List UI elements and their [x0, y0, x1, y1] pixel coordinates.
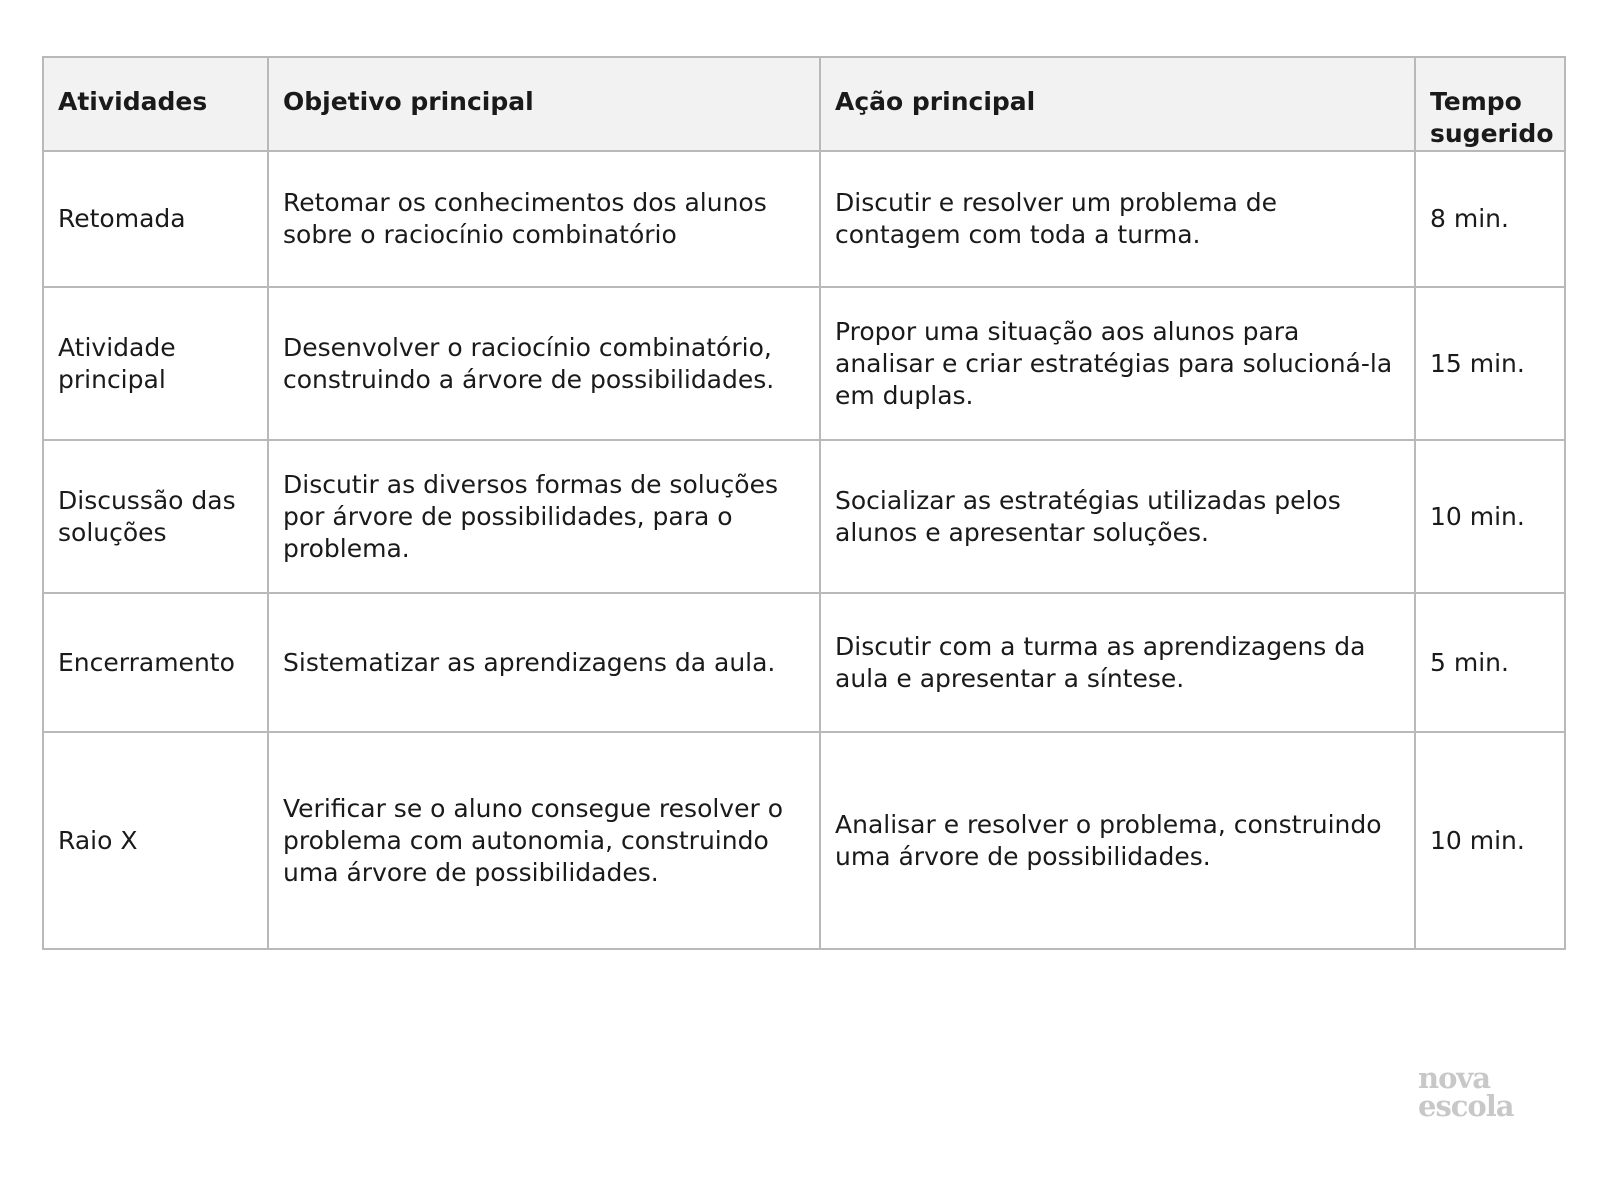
cell-atividade: Atividade principal [43, 287, 268, 440]
cell-atividade: Retomada [43, 151, 268, 287]
header-acao-principal: Ação principal [820, 57, 1415, 151]
table-body [43, 151, 1565, 949]
lesson-plan-table [42, 56, 1566, 950]
table-header [43, 57, 1565, 151]
logo-line-nova: nova [1418, 1061, 1491, 1095]
cell-atividade: Encerramento [43, 593, 268, 732]
cell-acao: Discutir e resolver um problema de contagem com toda a turma. [820, 151, 1415, 287]
cell-tempo: 10 min. [1415, 732, 1565, 949]
cell-atividade: Discussão das soluções [43, 440, 268, 593]
table-row [43, 287, 1565, 440]
cell-atividade: Raio X [43, 732, 268, 949]
cell-acao: Analisar e resolver o problema, construindo uma árvore de possibilidades. [820, 732, 1415, 949]
cell-objetivo: Verificar se o aluno consegue resolver o problema com autonomia, construindo uma árvore de possibilidades. [268, 732, 820, 949]
cell-acao: Discutir com a turma as aprendizagens da aula e apresentar a síntese. [820, 593, 1415, 732]
cell-acao: Socializar as estratégias utilizadas pelos alunos e apresentar soluções. [820, 440, 1415, 593]
table-row [43, 440, 1565, 593]
table-row [43, 732, 1565, 949]
cell-tempo: 10 min. [1415, 440, 1565, 593]
table-row [43, 593, 1565, 732]
cell-acao: Propor uma situação aos alunos para analisar e criar estratégias para solucioná-la em duplas. [820, 287, 1415, 440]
header-objetivo-principal: Objetivo principal [268, 57, 820, 151]
cell-tempo: 5 min. [1415, 593, 1565, 732]
logo-line-escola: escola [1418, 1089, 1514, 1123]
cell-objetivo: Sistematizar as aprendizagens da aula. [268, 593, 820, 732]
header-tempo-sugerido: Tempo sugerido [1415, 57, 1565, 151]
nova-escola-logo [1418, 1061, 1514, 1123]
cell-objetivo: Discutir as diversos formas de soluções por árvore de possibilidades, para o problema. [268, 440, 820, 593]
cell-tempo: 15 min. [1415, 287, 1565, 440]
header-atividades: Atividades [43, 57, 268, 151]
cell-tempo: 8 min. [1415, 151, 1565, 287]
table-row [43, 151, 1565, 287]
header-row [43, 57, 1565, 151]
cell-objetivo: Desenvolver o raciocínio combinatório, construindo a árvore de possibilidades. [268, 287, 820, 440]
cell-objetivo: Retomar os conhecimentos dos alunos sobre o raciocínio combinatório [268, 151, 820, 287]
